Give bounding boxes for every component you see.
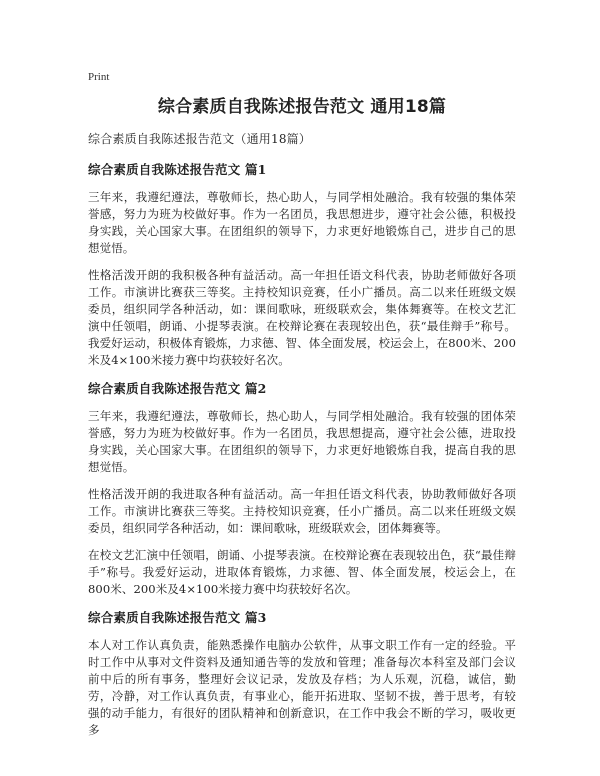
section-2 xyxy=(88,379,516,598)
document-page xyxy=(88,92,516,749)
page-title: 综合素质自我陈述报告范文 通用18篇 xyxy=(157,97,447,117)
section-1 xyxy=(88,160,516,369)
section-3 xyxy=(88,608,516,739)
document-subtitle: 综合素质自我陈述报告范文（通用18篇） xyxy=(88,132,312,146)
section-heading: 综合素质自我陈述报告范文 篇3 xyxy=(88,610,267,625)
print-link[interactable]: Print xyxy=(88,71,110,83)
paragraph: 本人对工作认真负责，能熟悉操作电脑办公软件，从事文职工作有一定的经验。平时工作中从事对文件资料及通知通告等的发放和管理；准备每次本科室及部门会议前中后的所有事务，整理好会议记录，发放及存档；为人乐观，沉稳，诚信，勤劳，冷静，对工作认真负责，有事业心，能开拓进取、坚韧不拔，善于思考，有较强的动手能力，有很好的团队精神和创新意识，在工作中我会不断的学习，吸收更多 xyxy=(88,638,516,737)
section-heading: 综合素质自我陈述报告范文 篇2 xyxy=(88,381,267,396)
paragraph: 三年来，我遵纪遵法，尊敬师长，热心助人，与同学相处融洽。我有较强的集体荣誉感，努力为班为校做好事。作为一名团员，我思想进步，遵守社会公德，积极投身实践，关心国家大事。在团组织的领导下，力求更好地锻炼自己，进步自己的思想觉悟。 xyxy=(88,190,516,255)
paragraph: 三年来，我遵纪遵法，尊敬师长，热心助人，与同学相处融洽。我有较强的团体荣誉感，努力为班为校做好事。作为一名团员，我思想提高，遵守社会公德，进取投身实践，关心国家大事。在团组织的领导下，力求更好地锻炼自我，提高自我的思想觉悟。 xyxy=(88,409,516,474)
paragraph: 在校文艺汇演中任领唱，朗诵、小提琴表演。在校辩论赛在表现较出色，获“最佳辩手”称号。我爱好运动，进取体育锻炼，力求德、智、体全面发展，校运会上，在800米、200米及4×100米接力赛中均获较好名次。 xyxy=(88,548,516,596)
paragraph: 性格活泼开朗的我积极各种有益活动。高一年担任语文科代表，协助老师做好各项工作。市演讲比赛获三等奖。主持校知识竞赛，任小广播员。高二以来任班级文娱委员，组织同学各种活动，如：课间歌咏，班级联欢会，集体舞赛等。在校文艺汇演中任领唱，朗诵、小提琴表演。在校辩论赛在表现较出色，获“最佳辩手”称号。我爱好运动，积极体育锻炼，力求德、智、体全面发展，校运会上，在800米、200米及4×100米接力赛中均获较好名次。 xyxy=(88,268,516,367)
paragraph: 性格活泼开朗的我进取各种有益活动。高一年担任语文科代表，协助教师做好各项工作。市演讲比赛获三等奖。主持校知识竞赛，任小广播员。高二以来任班级文娱委员，组织同学各种活动，如：课间歌咏，班级联欢会，团体舞赛等。 xyxy=(88,487,516,535)
section-heading: 综合素质自我陈述报告范文 篇1 xyxy=(88,162,267,177)
